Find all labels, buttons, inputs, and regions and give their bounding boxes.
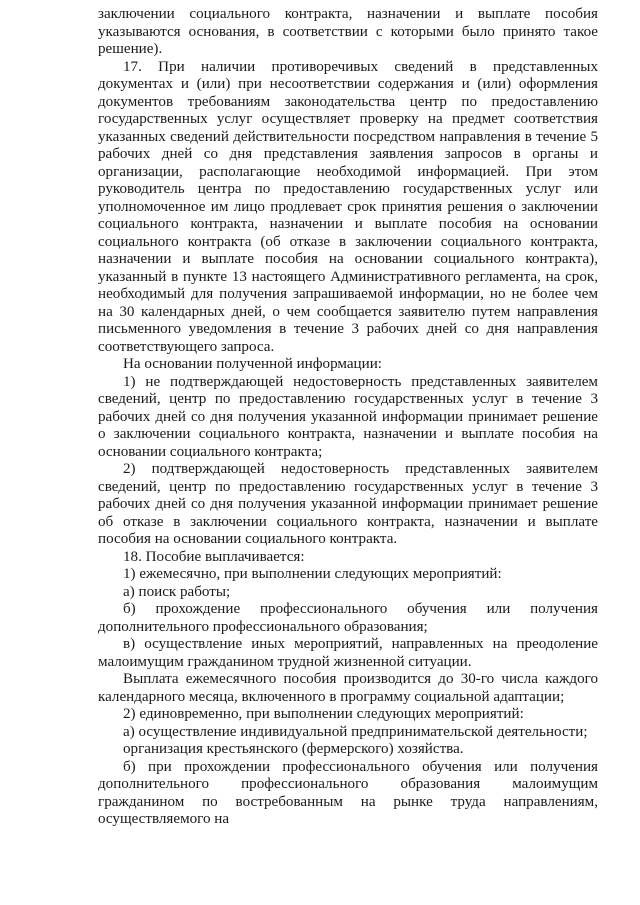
paragraph-item-2-confirming: 2) подтверждающей недостоверность представленных заявителем сведений, центр по предоставлению государственных услуг в течение 3 рабочих дней со дня получения указанной информации принимает решение об отказе в заключении социального контракта, назначении и выплате пособия на основании социального контракта. [98, 461, 598, 547]
paragraph-training: б) прохождение профессионального обучения или получения дополнительного профессионального образования; [98, 601, 598, 635]
paragraph-job-search: а) поиск работы; [123, 583, 231, 600]
paragraph-monthly-payment: Выплата ежемесячного пособия производится до 30-го числа каждого календарного месяца, включенного в программу социальной адаптации; [98, 671, 598, 705]
paragraph-monthly: 1) ежемесячно, при выполнении следующих мероприятий: [123, 566, 502, 582]
paragraph-clause-18: 18. Пособие выплачивается: [123, 548, 305, 565]
document-page [98, 6, 598, 829]
paragraph-one-time: 2) единовременно, при выполнении следующих мероприятий: [123, 706, 524, 722]
paragraph-item-1-not-confirming: 1) не подтверждающей недостоверность представленных заявителем сведений, центр по предоставлению государственных услуг в течение 3 рабочих дней со дня получения указанной информации принимает решение о заключении социального контракта, назначении и выплате пособия на основании социального контракта; [98, 373, 598, 460]
paragraph-training-demand: б) при прохождении профессионального обучения или получения дополнительного профессионального образования малоимущим гражданином по востребованным на рынке труда направлениям, осуществляемого на [98, 758, 598, 827]
paragraph-other-measures: в) осуществление иных мероприятий, направленных на преодоление малоимущим гражданином трудной жизненной ситуации. [98, 636, 598, 670]
paragraph-continuation: заключении социального контракта, назначении и выплате пособия указываются основания, в соответствии с которыми было принято такое решение). [98, 6, 598, 57]
paragraph-entrepreneurship: а) осуществление индивидуальной предпринимательской деятельности; [123, 723, 588, 740]
paragraph-clause-17: 17. При наличии противоречивых сведений в представленных документах и (или) при несоответствии содержания и (или) оформления документов требованиям законодательства центр по предоставлению государственных услуг осуществляет проверку на предмет соответствия указанных сведений действительности посредством направления в течение 5 рабочих дней со дня представления заявления запросов в органы и организации, располагающие необходимой информацией. При этом руководитель центра по предоставлению государственных услуг или уполномоченное им лицо продлевает срок принятия решения о заключении социального контракта, назначении и выплате пособия на основании социального контракта (об отказе в заключении социального контракта, назначении и выплате пособия на основании социального контракта), указанный в пункте 13 настоящего Административного регламента, на срок, необходимый для получения запрашиваемой информации, но не более чем на 30 календарных дней, о чем сообщается заявителю путем направления письменного уведомления в течение 3 рабочих дней со дня направления соответствующего запроса. [98, 58, 598, 355]
paragraph-based-on-info: На основании полученной информации: [123, 356, 382, 372]
paragraph-farming: организация крестьянского (фермерского) хозяйства. [123, 741, 464, 757]
